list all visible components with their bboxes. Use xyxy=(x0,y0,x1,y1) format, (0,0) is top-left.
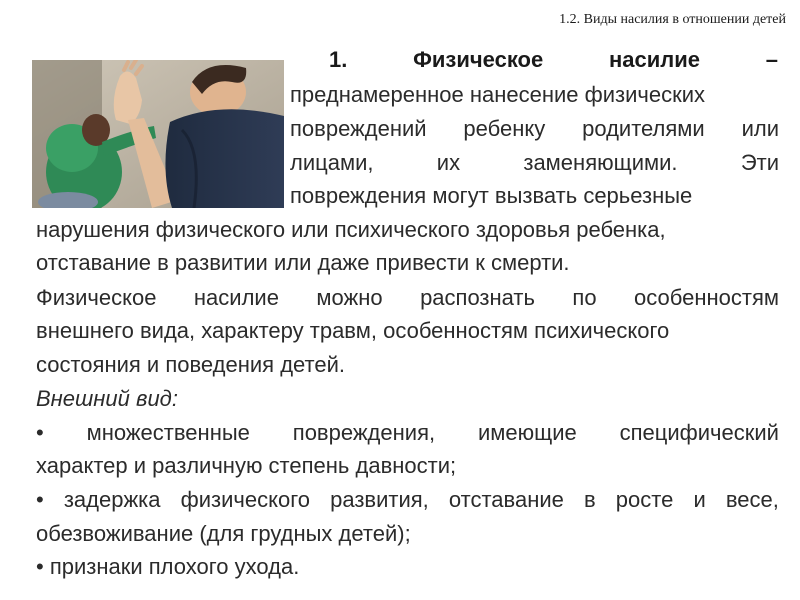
heading-dash: – xyxy=(765,47,778,72)
word: и xyxy=(693,487,706,512)
appearance-item-2-line-2: обезвоживание (для грудных детей); xyxy=(36,521,411,546)
heading-word-1: Физическое xyxy=(413,47,544,72)
word: развития, xyxy=(330,487,429,512)
word: заменяющими. xyxy=(523,150,678,175)
word: множественные xyxy=(86,420,250,445)
appearance-item-1-line-1 xyxy=(36,418,779,448)
word: по xyxy=(572,285,597,310)
heading-number: 1. xyxy=(329,47,348,72)
word: можно xyxy=(316,285,383,310)
word: повреждения, xyxy=(292,420,436,445)
bullet: • xyxy=(36,420,44,445)
appearance-item-2-line-1 xyxy=(36,485,779,515)
word: отставание xyxy=(448,487,564,512)
word: весе, xyxy=(725,487,779,512)
slide-header: 1.2. Виды насилия в отношении детей xyxy=(559,12,786,27)
word: ребенку xyxy=(463,116,546,141)
photo-adult-hitting-child xyxy=(32,60,284,208)
word: росте xyxy=(615,487,674,512)
word: особенностям xyxy=(634,285,779,310)
intro-line-3 xyxy=(290,148,779,178)
word: в xyxy=(584,487,596,512)
word: физического xyxy=(180,487,310,512)
intro-line-1: преднамеренное нанесение физических xyxy=(290,82,706,107)
word: Физическое xyxy=(36,285,157,310)
word: задержка xyxy=(63,487,161,512)
intro-line-5: нарушения физического или психического здоровья ребенка, xyxy=(36,217,666,242)
intro-line-6: отставание в развитии или даже привести к смерти. xyxy=(36,250,570,275)
recognition-line-1 xyxy=(36,283,779,313)
word: специфический xyxy=(619,420,779,445)
recognition-line-2: внешнего вида, характеру травм, особенностям психического xyxy=(36,318,670,343)
word: насилие xyxy=(193,285,279,310)
word: лицами, xyxy=(290,150,374,175)
intro-line-4: повреждения могут вызвать серьезные xyxy=(290,183,693,208)
bullet: • xyxy=(36,487,44,512)
word: повреждений xyxy=(290,116,427,141)
recognition-line-3: состояния и поведения детей. xyxy=(36,352,346,377)
appearance-label: Внешний вид: xyxy=(36,386,178,411)
word: распознать xyxy=(420,285,535,310)
heading-word-2: насилие xyxy=(608,47,700,72)
appearance-item-1-line-2: характер и различную степень давности; xyxy=(36,453,457,478)
word: родителями xyxy=(582,116,705,141)
word: или xyxy=(741,116,779,141)
section-heading xyxy=(329,45,778,75)
word: Эти xyxy=(740,150,779,175)
word: их xyxy=(436,150,461,175)
intro-line-2 xyxy=(290,114,779,144)
word: имеющие xyxy=(477,420,577,445)
appearance-item-3-line-1: • признаки плохого ухода. xyxy=(36,554,300,579)
